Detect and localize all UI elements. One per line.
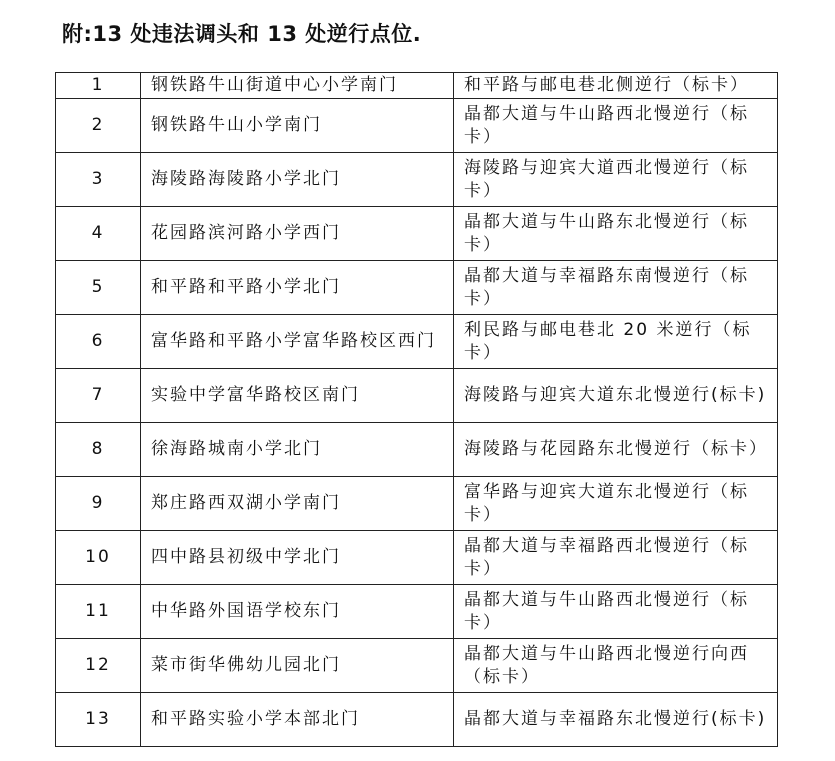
wrongway-point-cell: 晶都大道与牛山路西北慢逆行（标卡） [454,99,778,153]
table-row [56,477,778,531]
table-row [56,531,778,585]
row-index: 6 [56,315,141,369]
table-row [56,693,778,747]
uturn-location-cell: 郑庄路西双湖小学南门 [141,477,454,531]
row-index: 7 [56,369,141,423]
wrongway-point-cell: 利民路与邮电巷北 20 米逆行（标卡） [454,315,778,369]
uturn-location-cell: 和平路和平路小学北门 [141,261,454,315]
table-row [56,315,778,369]
uturn-location-cell: 菜市街华佛幼儿园北门 [141,639,454,693]
table-row [56,639,778,693]
wrongway-point-cell: 晶都大道与幸福路东南慢逆行（标卡） [454,261,778,315]
table-row [56,99,778,153]
uturn-location-cell: 和平路实验小学本部北门 [141,693,454,747]
wrongway-point-cell: 富华路与迎宾大道东北慢逆行（标卡） [454,477,778,531]
wrongway-point-cell: 海陵路与花园路东北慢逆行（标卡） [454,423,778,477]
table-row [56,261,778,315]
table-row [56,423,778,477]
row-index: 11 [56,585,141,639]
table-row [56,153,778,207]
table-row [56,207,778,261]
row-index: 12 [56,639,141,693]
row-index: 13 [56,693,141,747]
uturn-location-cell: 中华路外国语学校东门 [141,585,454,639]
wrongway-point-cell: 晶都大道与牛山路西北慢逆行（标卡） [454,585,778,639]
table-row [56,585,778,639]
wrongway-point-cell: 海陵路与迎宾大道西北慢逆行（标卡） [454,153,778,207]
table-row [56,73,778,99]
uturn-location-cell: 钢铁路牛山小学南门 [141,99,454,153]
points-table-body [56,73,778,747]
uturn-location-cell: 徐海路城南小学北门 [141,423,454,477]
uturn-location-cell: 四中路县初级中学北门 [141,531,454,585]
row-index: 3 [56,153,141,207]
wrongway-point-cell: 晶都大道与幸福路东北慢逆行(标卡) [454,693,778,747]
row-index: 5 [56,261,141,315]
wrongway-point-cell: 晶都大道与牛山路西北慢逆行向西（标卡） [454,639,778,693]
row-index: 9 [56,477,141,531]
document-title: 附:13 处违法调头和 13 处逆行点位. [62,22,422,46]
uturn-location-cell: 富华路和平路小学富华路校区西门 [141,315,454,369]
wrongway-point-cell: 晶都大道与牛山路东北慢逆行（标卡） [454,207,778,261]
wrongway-point-cell: 海陵路与迎宾大道东北慢逆行(标卡) [454,369,778,423]
uturn-location-cell: 钢铁路牛山街道中心小学南门 [141,73,454,99]
wrongway-point-cell: 晶都大道与幸福路西北慢逆行（标卡） [454,531,778,585]
row-index: 1 [56,73,141,99]
row-index: 10 [56,531,141,585]
row-index: 8 [56,423,141,477]
row-index: 4 [56,207,141,261]
points-table [55,72,778,747]
row-index: 2 [56,99,141,153]
table-row [56,369,778,423]
uturn-location-cell: 花园路滨河路小学西门 [141,207,454,261]
wrongway-point-cell: 和平路与邮电巷北侧逆行（标卡） [454,73,778,99]
uturn-location-cell: 海陵路海陵路小学北门 [141,153,454,207]
uturn-location-cell: 实验中学富华路校区南门 [141,369,454,423]
